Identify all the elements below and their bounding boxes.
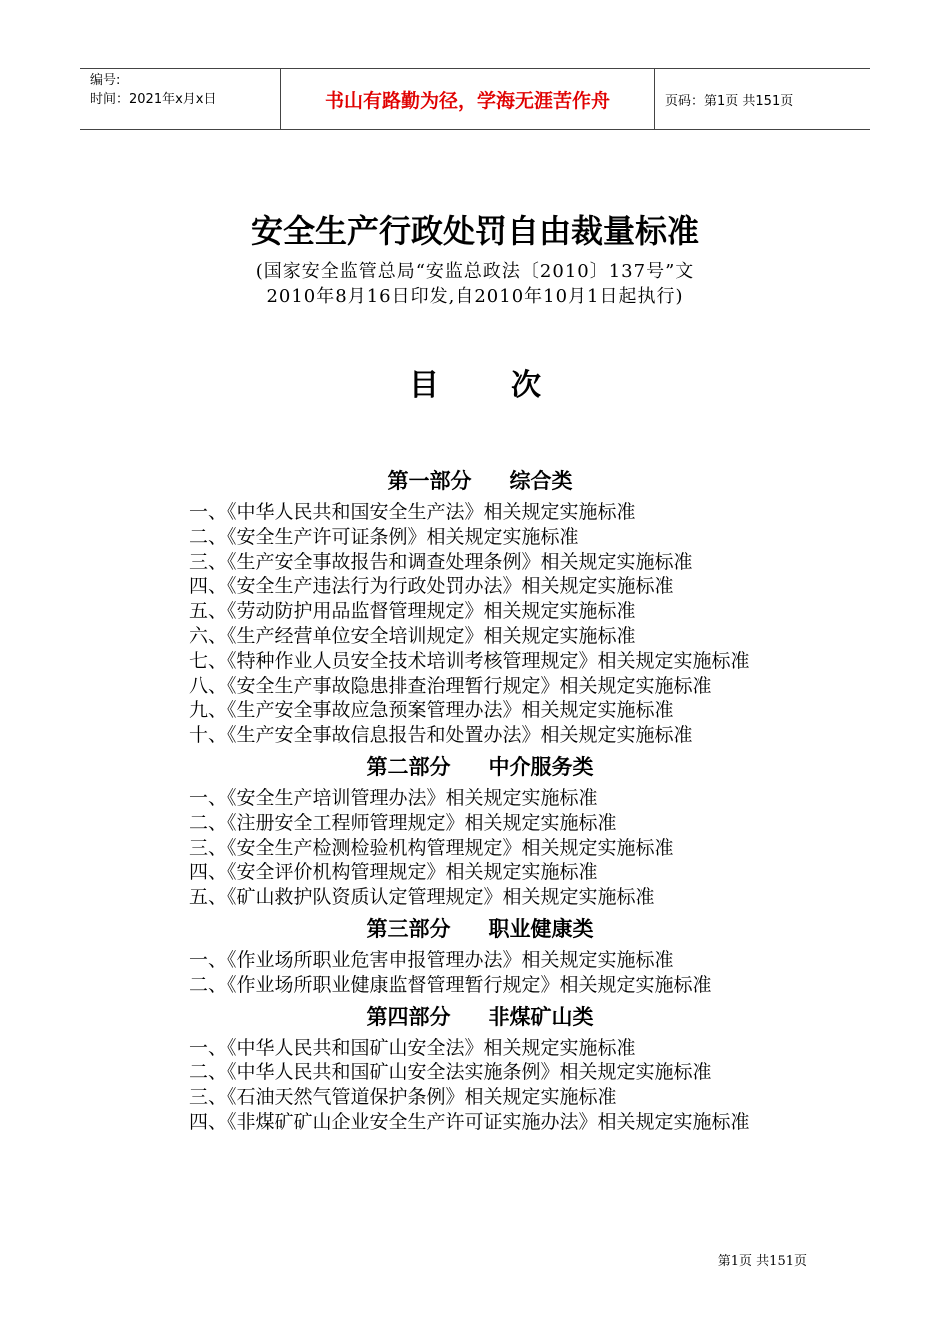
part-label: 第三部分: [366, 916, 451, 941]
toc-item[interactable]: 十、《生产安全事故信息报告和处置办法》相关规定实施标准: [189, 724, 693, 747]
part-name: 综合类: [509, 469, 573, 493]
part-label: 第二部分: [366, 754, 451, 779]
toc-heading-char2: 次: [511, 368, 541, 403]
page-header: [80, 68, 870, 130]
toc-item[interactable]: 九、《生产安全事故应急预案管理办法》相关规定实施标准: [189, 699, 674, 722]
toc-heading-char1: 目: [409, 368, 439, 403]
part-name: 中介服务类: [488, 754, 594, 779]
toc-item[interactable]: 七、《特种作业人员安全技术培训考核管理规定》相关规定实施标准: [189, 649, 750, 672]
toc-item[interactable]: 一、《安全生产培训管理办法》相关规定实施标准: [189, 786, 598, 809]
toc-item[interactable]: 四、《非煤矿矿山企业安全生产许可证实施办法》相关规定实施标准: [189, 1110, 750, 1133]
toc-item[interactable]: 三、《生产安全事故报告和调查处理条例》相关规定实施标准: [189, 550, 693, 573]
toc-item[interactable]: 三、《石油天然气管道保护条例》相关规定实施标准: [189, 1086, 617, 1109]
part-heading: [145, 462, 815, 500]
toc-item[interactable]: 二、《中华人民共和国矿山安全法实施条例》相关规定实施标准: [189, 1061, 712, 1084]
toc-item[interactable]: 四、《安全评价机构管理规定》相关规定实施标准: [189, 861, 598, 884]
toc-item[interactable]: 一、《作业场所职业危害申报管理办法》相关规定实施标准: [189, 948, 674, 971]
part-name: 非煤矿山类: [488, 1004, 594, 1029]
toc-item[interactable]: 一、《中华人民共和国安全生产法》相关规定实施标准: [189, 501, 636, 523]
part-name: 职业健康类: [488, 916, 594, 941]
document-subtitle-line2: 2010年8月16日印发,自2010年10月1日起执行): [266, 286, 684, 307]
toc-item[interactable]: 八、《安全生产事故隐患排查治理暂行规定》相关规定实施标准: [189, 674, 712, 697]
toc-list: [145, 462, 815, 1135]
header-motto: 书山有路勤为径，学海无涯苦作舟: [280, 69, 655, 129]
toc-item[interactable]: 六、《生产经营单位安全培训规定》相关规定实施标准: [189, 624, 636, 647]
header-meta: [80, 69, 280, 129]
part-heading: [145, 910, 815, 948]
toc-item[interactable]: 二、《作业场所职业健康监督管理暂行规定》相关规定实施标准: [189, 973, 712, 996]
time-label: 时间：2021年x月x日: [90, 92, 217, 107]
part-heading: [145, 748, 815, 786]
document-title: 安全生产行政处罚自由裁量标准: [250, 212, 699, 250]
part-heading: [145, 998, 815, 1036]
toc-item[interactable]: 五、《劳动防护用品监督管理规定》相关规定实施标准: [189, 600, 636, 623]
part-label: 第四部分: [366, 1004, 451, 1029]
toc-item[interactable]: 四、《安全生产违法行为行政处罚办法》相关规定实施标准: [189, 575, 674, 598]
toc-item[interactable]: 二、《注册安全工程师管理规定》相关规定实施标准: [189, 811, 617, 834]
toc-item[interactable]: 五、《矿山救护队资质认定管理规定》相关规定实施标准: [189, 886, 655, 909]
toc-item[interactable]: 二、《安全生产许可证条例》相关规定实施标准: [189, 525, 579, 548]
toc-heading: [0, 360, 950, 404]
toc-item[interactable]: 三、《安全生产检测检验机构管理规定》相关规定实施标准: [189, 836, 674, 859]
part-label: 第一部分: [387, 469, 472, 493]
document-subtitle-line1: (国家安全监管总局“安监总政法〔2010〕137号”文: [255, 261, 695, 282]
page-footer: 第1页 共151页: [717, 1254, 807, 1269]
header-page-label: 页码：第1页 共151页: [665, 93, 794, 109]
toc-item[interactable]: 一、《中华人民共和国矿山安全法》相关规定实施标准: [189, 1036, 636, 1059]
number-label: 编号:: [90, 73, 121, 88]
